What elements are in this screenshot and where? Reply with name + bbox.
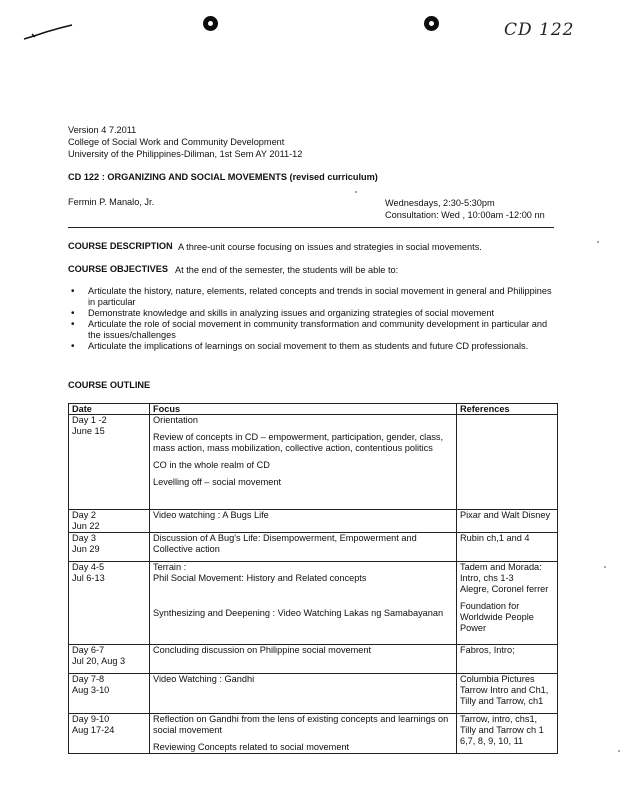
references-cell: [457, 510, 558, 533]
focus-cell-line: Phil Social Movement: History and Related concepts: [153, 573, 367, 583]
focus-cell-line: Synthesizing and Deepening : Video Watching Lakas ng Samabayanan: [153, 608, 444, 618]
references-cell: [457, 562, 558, 645]
date-cell-line: Jun 22: [72, 521, 100, 531]
focus-cell-line: Terrain :: [153, 562, 187, 572]
date-cell-line: Day 9-10: [72, 714, 110, 724]
column-header-focus: Focus: [150, 404, 457, 415]
objectives-intro: At the end of the semester, the students will be able to:: [175, 265, 399, 275]
references-cell-line: Rubin ch,1 and 4: [460, 533, 530, 543]
focus-cell: [150, 415, 457, 510]
scan-speck: [597, 241, 599, 243]
references-cell-line: Tarrow Intro and Ch1,: [460, 685, 549, 695]
references-cell-line: Intro, chs 1-3: [460, 573, 514, 583]
references-cell-line: Columbia Pictures: [460, 674, 535, 684]
date-cell-line: Day 3: [72, 533, 97, 543]
references-cell-line: Tilly and Tarrow ch 1: [460, 725, 544, 735]
handwritten-course-code: CD 122: [504, 20, 575, 40]
instructor-name: Fermin P. Manalo, Jr.: [68, 197, 155, 207]
focus-cell-line: Review of concepts in CD – empowerment, participation, gender, class, mass action, mass mobilization, collective action, contentious politics: [153, 432, 444, 453]
punch-hole-right: [424, 16, 439, 31]
version-line: Version 4 7.2011: [68, 125, 137, 135]
pen-mark: [22, 22, 74, 46]
references-cell-line: Foundation for: [460, 601, 520, 611]
focus-cell-line: Reflection on Gandhi from the lens of existing concepts and learnings on social movement: [153, 714, 449, 735]
focus-cell-line: Levelling off – social movement: [153, 477, 282, 487]
references-cell-line: Tilly and Tarrow, ch1: [460, 696, 544, 706]
focus-cell-line: CO in the whole realm of CD: [153, 460, 270, 470]
date-cell: [69, 510, 150, 533]
column-header-date: Date: [69, 404, 150, 415]
date-cell: [69, 674, 150, 714]
date-cell-line: Jul 6-13: [72, 573, 105, 583]
references-cell-line: Tadem and Morada:: [460, 562, 542, 572]
objective-item: • Articulate the history, nature, elements, related concepts and trends in social movement in general and Philippines in particular: [71, 286, 556, 308]
date-cell-line: Day 6-7: [72, 645, 105, 655]
date-cell: [69, 533, 150, 562]
outline-heading: COURSE OUTLINE: [68, 380, 151, 390]
table-row: [69, 562, 558, 645]
date-cell: [69, 645, 150, 674]
course-outline-table: [68, 403, 558, 754]
references-cell-line: Pixar and Walt Disney: [460, 510, 551, 520]
college-line: College of Social Work and Community Development: [68, 137, 285, 147]
date-cell-line: Aug 3-10: [72, 685, 110, 695]
table-row: [69, 415, 558, 510]
focus-cell: [150, 562, 457, 645]
focus-cell-line: Discussion of A Bug's Life: Disempowerment, Empowerment and Collective action: [153, 533, 417, 554]
table-row: [69, 645, 558, 674]
scan-speck: [604, 566, 606, 568]
objective-item: • Articulate the implications of learnings on social movement to them as students and future CD professionals.: [71, 341, 556, 352]
focus-cell-line: Orientation: [153, 415, 198, 425]
references-cell: [457, 415, 558, 510]
course-title: CD 122 : ORGANIZING AND SOCIAL MOVEMENTS (revised curriculum): [68, 172, 378, 182]
date-cell-line: Jun 29: [72, 544, 100, 554]
table-row: [69, 674, 558, 714]
focus-cell: [150, 674, 457, 714]
class-schedule: Wednesdays, 2:30-5:30pm: [385, 198, 495, 208]
date-cell: [69, 562, 150, 645]
references-cell: [457, 674, 558, 714]
references-cell: [457, 533, 558, 562]
references-cell-line: Tarrow, intro, chs1,: [460, 714, 538, 724]
references-cell-line: Fabros, Intro;: [460, 645, 515, 655]
scan-speck: [618, 750, 620, 752]
table-row: [69, 533, 558, 562]
university-line: University of the Philippines-Diliman, 1st Sem AY 2011-12: [68, 149, 303, 159]
description-text: A three-unit course focusing on issues and strategies in social movements.: [178, 242, 482, 252]
focus-cell: [150, 510, 457, 533]
date-cell: [69, 415, 150, 510]
date-cell-line: Day 7-8: [72, 674, 105, 684]
scan-speck: [355, 191, 357, 193]
date-cell-line: Day 2: [72, 510, 97, 520]
focus-cell-line: Video watching : A Bugs Life: [153, 510, 269, 520]
objective-item: • Demonstrate knowledge and skills in analyzing issues and organizing strategies of social movement: [71, 308, 556, 319]
focus-cell-line: Video Watching : Gandhi: [153, 674, 255, 684]
references-cell-line: Power: [460, 623, 487, 633]
divider: [68, 227, 554, 228]
table-row: [69, 510, 558, 533]
date-cell-line: Day 4-5: [72, 562, 105, 572]
date-cell-line: Day 1 -2: [72, 415, 107, 425]
references-cell: [457, 645, 558, 674]
focus-cell: [150, 714, 457, 754]
date-cell-line: Jul 20, Aug 3: [72, 656, 126, 666]
date-cell: [69, 714, 150, 754]
references-cell-line: 6,7, 8, 9, 10, 11: [460, 736, 524, 746]
references-cell-line: Alegre, Coronel ferrer: [460, 584, 549, 594]
date-cell-line: Aug 17-24: [72, 725, 115, 735]
focus-cell-line: Concluding discussion on Philippine social movement: [153, 645, 372, 655]
table-row: [69, 714, 558, 754]
objectives-heading: COURSE OBJECTIVES: [68, 264, 169, 274]
focus-cell: [150, 533, 457, 562]
objectives-list: [71, 286, 556, 352]
focus-cell: [150, 645, 457, 674]
date-cell-line: June 15: [72, 426, 105, 436]
column-header-references: References: [457, 404, 558, 415]
references-cell-line: Worldwide People: [460, 612, 534, 622]
references-cell: [457, 714, 558, 754]
description-heading: COURSE DESCRIPTION: [68, 241, 173, 251]
focus-cell-line: Reviewing Concepts related to social movement: [153, 742, 350, 752]
punch-hole-left: [203, 16, 218, 31]
objective-item: • Articulate the role of social movement in community transformation and community development in particular and the issues/challenges: [71, 319, 556, 341]
consultation-hours: Consultation: Wed , 10:00am -12:00 nn: [385, 210, 545, 220]
